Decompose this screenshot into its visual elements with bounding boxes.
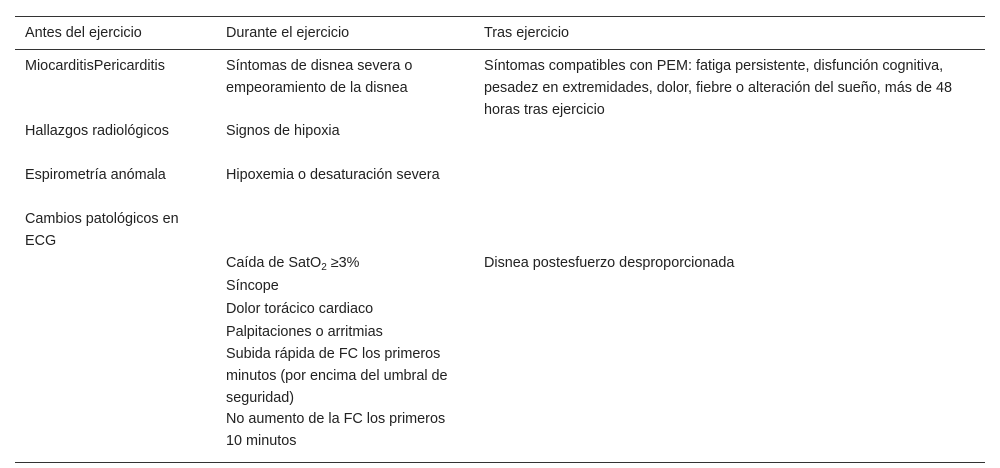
tras-item-1: Síntomas compatibles con PEM: fatiga persistente, disfunción cognitiva, pesadez en extremidades, dolor, fiebre o alteración del sueño, más de 48 horas tras ejercicio [484, 58, 952, 118]
header-tras: Tras ejercicio [484, 25, 570, 41]
data-table [15, 16, 985, 463]
tras-item-2: Disnea postesfuerzo desproporcionada [484, 255, 735, 271]
antes-item-4: Cambios patológicos en ECG [25, 211, 179, 249]
antes-item-1: MiocarditisPericarditis [25, 58, 165, 74]
durante-item-2: Signos de hipoxia [226, 123, 340, 139]
header-antes: Antes del ejercicio [25, 25, 142, 41]
sato2-label: Caída de SatO [226, 255, 322, 271]
durante-item-6: Dolor torácico cardiaco [226, 301, 374, 317]
table-body [15, 50, 985, 462]
durante-item-1: Síntomas de disnea severa o empeoramiento de la disnea [226, 58, 413, 96]
antes-item-2: Hallazgos radiológicos [25, 123, 169, 139]
header-durante: Durante el ejercicio [226, 25, 350, 41]
durante-item-5: Síncope [226, 278, 279, 294]
durante-item-8: Subida rápida de FC los primeros minutos (por encima del umbral de seguridad) [226, 346, 448, 406]
durante-item-9: No aumento de la FC los primeros 10 minutos [226, 411, 446, 449]
sato2-threshold: ≥3% [326, 255, 360, 271]
table-bottom-rule [15, 462, 985, 463]
sato2-subscript: 2 [321, 262, 327, 273]
antes-item-3: Espirometría anómala [25, 167, 166, 183]
durante-item-7: Palpitaciones o arritmias [226, 324, 383, 340]
durante-item-3: Hipoxemia o desaturación severa [226, 167, 440, 183]
durante-item-4 [226, 252, 458, 274]
table-header-row [15, 17, 985, 49]
